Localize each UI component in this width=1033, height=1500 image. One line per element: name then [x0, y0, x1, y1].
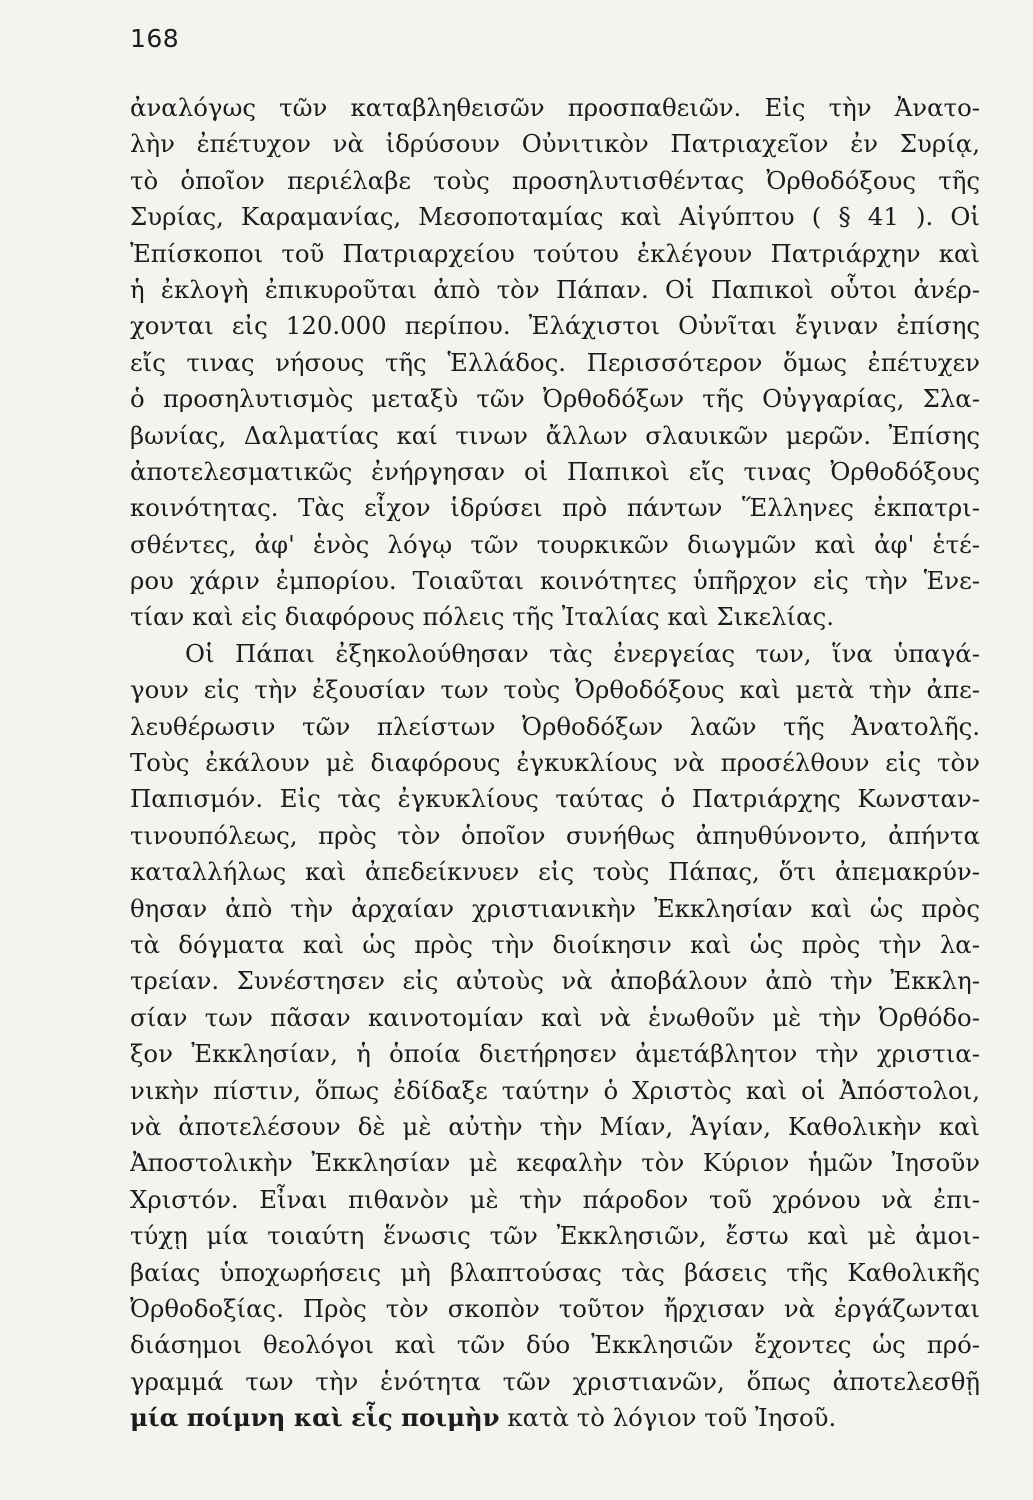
text-line: Ἀποστολικὴν Ἐκκλησίαν μὲ κεφαλὴν τὸν Κύριον ἡμῶν Ἰησοῦν: [130, 1148, 980, 1178]
text-line: χονται εἰς 120.000 περίπου. Ἐλάχιστοι Οὐνῖται ἔγιναν ἐπίσης: [130, 311, 980, 341]
text-line: Τοὺς ἐκάλουν μὲ διαφόρους ἐγκυκλίους νὰ προσέλθουν εἰς τὸν: [130, 748, 980, 778]
text-line: βωνίας, Δαλματίας καί τινων ἄλλων σλαυικῶν μερῶν. Ἐπίσης: [130, 420, 980, 450]
text-line: ἡ ἐκλογὴ ἐπικυροῦται ἀπὸ τὸν Πάπαν. Οἱ Παπικοὶ οὗτοι ἀνέρ-: [130, 274, 980, 304]
final-line-rest: κατὰ τὸ λόγιον τοῦ Ἰησοῦ.: [499, 1403, 837, 1433]
text-line: τίαν καὶ εἰς διαφόρους πόλεις τῆς Ἰταλίας καὶ Σικελίας.: [130, 602, 835, 632]
text-line: ἀποτελεσματικῶς ἐνήργησαν οἱ Παπικοὶ εἴς τινας Ὀρθοδόξους: [130, 456, 980, 486]
text-line: γραμμά των τὴν ἑνότητα τῶν χριστιανῶν, ὅπως ἀποτελεσθῇ: [130, 1366, 980, 1396]
text-line: εἴς τινας νήσους τῆς Ἑλλάδος. Περισσότερον ὅμως ἐπέτυχεν: [130, 347, 980, 377]
emphasized-quote: μία ποίμνη καὶ εἷς ποιμὴν: [130, 1403, 500, 1433]
text-line: σίαν των πᾶσαν καινοτομίαν καὶ νὰ ἑνωθοῦν μὲ τὴν Ὀρθόδο-: [130, 1002, 980, 1032]
text-line: ἀναλόγως τῶν καταβληθεισῶν προσπαθειῶν. Εἰς τὴν Ἀνατο-: [130, 93, 980, 122]
text-line: κοινότητας. Τὰς εἶχον ἱδρύσει πρὸ πάντων Ἕλληνες ἐκπατρι-: [130, 493, 980, 523]
text-line: λευθέρωσιν τῶν πλείστων Ὀρθοδόξων λαῶν τῆς Ἀνατολῆς.: [130, 711, 980, 741]
text-line: τὰ δόγματα καὶ ὡς πρὸς τὴν διοίκησιν καὶ ὡς πρὸς τὴν λα-: [130, 929, 980, 959]
body-text: [130, 90, 980, 1436]
text-line: βαίας ὑποχωρήσεις μὴ βλαπτούσας τὰς βάσεις τῆς Καθολικῆς: [130, 1257, 980, 1287]
text-line: τύχῃ μία τοιαύτη ἕνωσις τῶν Ἐκκλησιῶν, ἔστω καὶ μὲ ἀμοι-: [130, 1221, 980, 1251]
text-line: θησαν ἀπὸ τὴν ἀρχαίαν χριστιανικὴν Ἐκκλησίαν καὶ ὡς πρὸς: [130, 893, 980, 923]
text-line: ὁ προσηλυτισμὸς μεταξὺ τῶν Ὀρθοδόξων τῆς Οὐγγαρίας, Σλα-: [130, 384, 980, 414]
text-line: νικὴν πίστιν, ὅπως ἐδίδαξε ταύτην ὁ Χριστὸς καὶ οἱ Ἀπόστολοι,: [130, 1075, 980, 1105]
text-line: Παπισμόν. Εἰς τὰς ἐγκυκλίους ταύτας ὁ Πατριάρχης Κωνσταν-: [130, 784, 980, 814]
text-line: ρου χάριν ἐμπορίου. Τοιαῦται κοινότητες ὑπῆρχον εἰς τὴν Ἑνε-: [130, 566, 980, 596]
page-number: 168: [130, 24, 180, 53]
text-line: τρείαν. Συνέστησεν εἰς αὐτοὺς νὰ ἀποβάλουν ἀπὸ τὴν Ἐκκλη-: [130, 966, 980, 996]
text-line: καταλλήλως καὶ ἀπεδείκνυεν εἰς τοὺς Πάπας, ὅτι ἀπεμακρύν-: [130, 857, 980, 887]
text-line: Συρίας, Καραμανίας, Μεσοποταμίας καὶ Αἰγύπτου ( § 41 ). Οἱ: [130, 202, 980, 232]
text-line: Ἐπίσκοποι τοῦ Πατριαρχείου τούτου ἐκλέγουν Πατριάρχην καὶ: [130, 238, 980, 268]
text-line: Ὀρθοδοξίας. Πρὸς τὸν σκοπὸν τοῦτον ἤρχισαν νὰ ἐργάζωνται: [130, 1293, 980, 1323]
text-line: ξον Ἐκκλησίαν, ἡ ὁποία διετήρησεν ἀμετάβλητον τὴν χριστια-: [130, 1039, 980, 1069]
text-line: διάσημοι θεολόγοι καὶ τῶν δύο Ἐκκλησιῶν ἔχοντες ὡς πρό-: [130, 1330, 980, 1360]
paragraph-start-line: Οἱ Πάπαι ἐξηκολούθησαν τὰς ἐνεργείας των, ἵνα ὑπαγά-: [185, 638, 980, 668]
text-line: τὸ ὁποῖον περιέλαβε τοὺς προσηλυτισθέντας Ὀρθοδόξους τῆς: [130, 165, 980, 195]
text-line: γουν εἰς τὴν ἐξουσίαν των τοὺς Ὀρθοδόξους καὶ μετὰ τὴν ἀπε-: [130, 675, 980, 705]
text-line: Χριστόν. Εἶναι πιθανὸν μὲ τὴν πάροδον τοῦ χρόνου νὰ ἐπι-: [130, 1184, 980, 1214]
text-line: λὴν ἐπέτυχον νὰ ἱδρύσουν Οὐνιτικὸν Πατριαχεῖον ἐν Συρίᾳ,: [130, 129, 980, 159]
text-line: σθέντες, ἀφ' ἑνὸς λόγῳ τῶν τουρκικῶν διωγμῶν καὶ ἀφ' ἑτέ-: [130, 529, 980, 559]
text-line: τινουπόλεως, πρὸς τὸν ὁποῖον συνήθως ἀπηυθύνοντο, ἀπήντα: [130, 820, 980, 850]
text-line: νὰ ἀποτελέσουν δὲ μὲ αὐτὴν τὴν Μίαν, Ἁγίαν, Καθολικὴν καὶ: [130, 1111, 980, 1141]
final-line: [130, 1400, 980, 1436]
